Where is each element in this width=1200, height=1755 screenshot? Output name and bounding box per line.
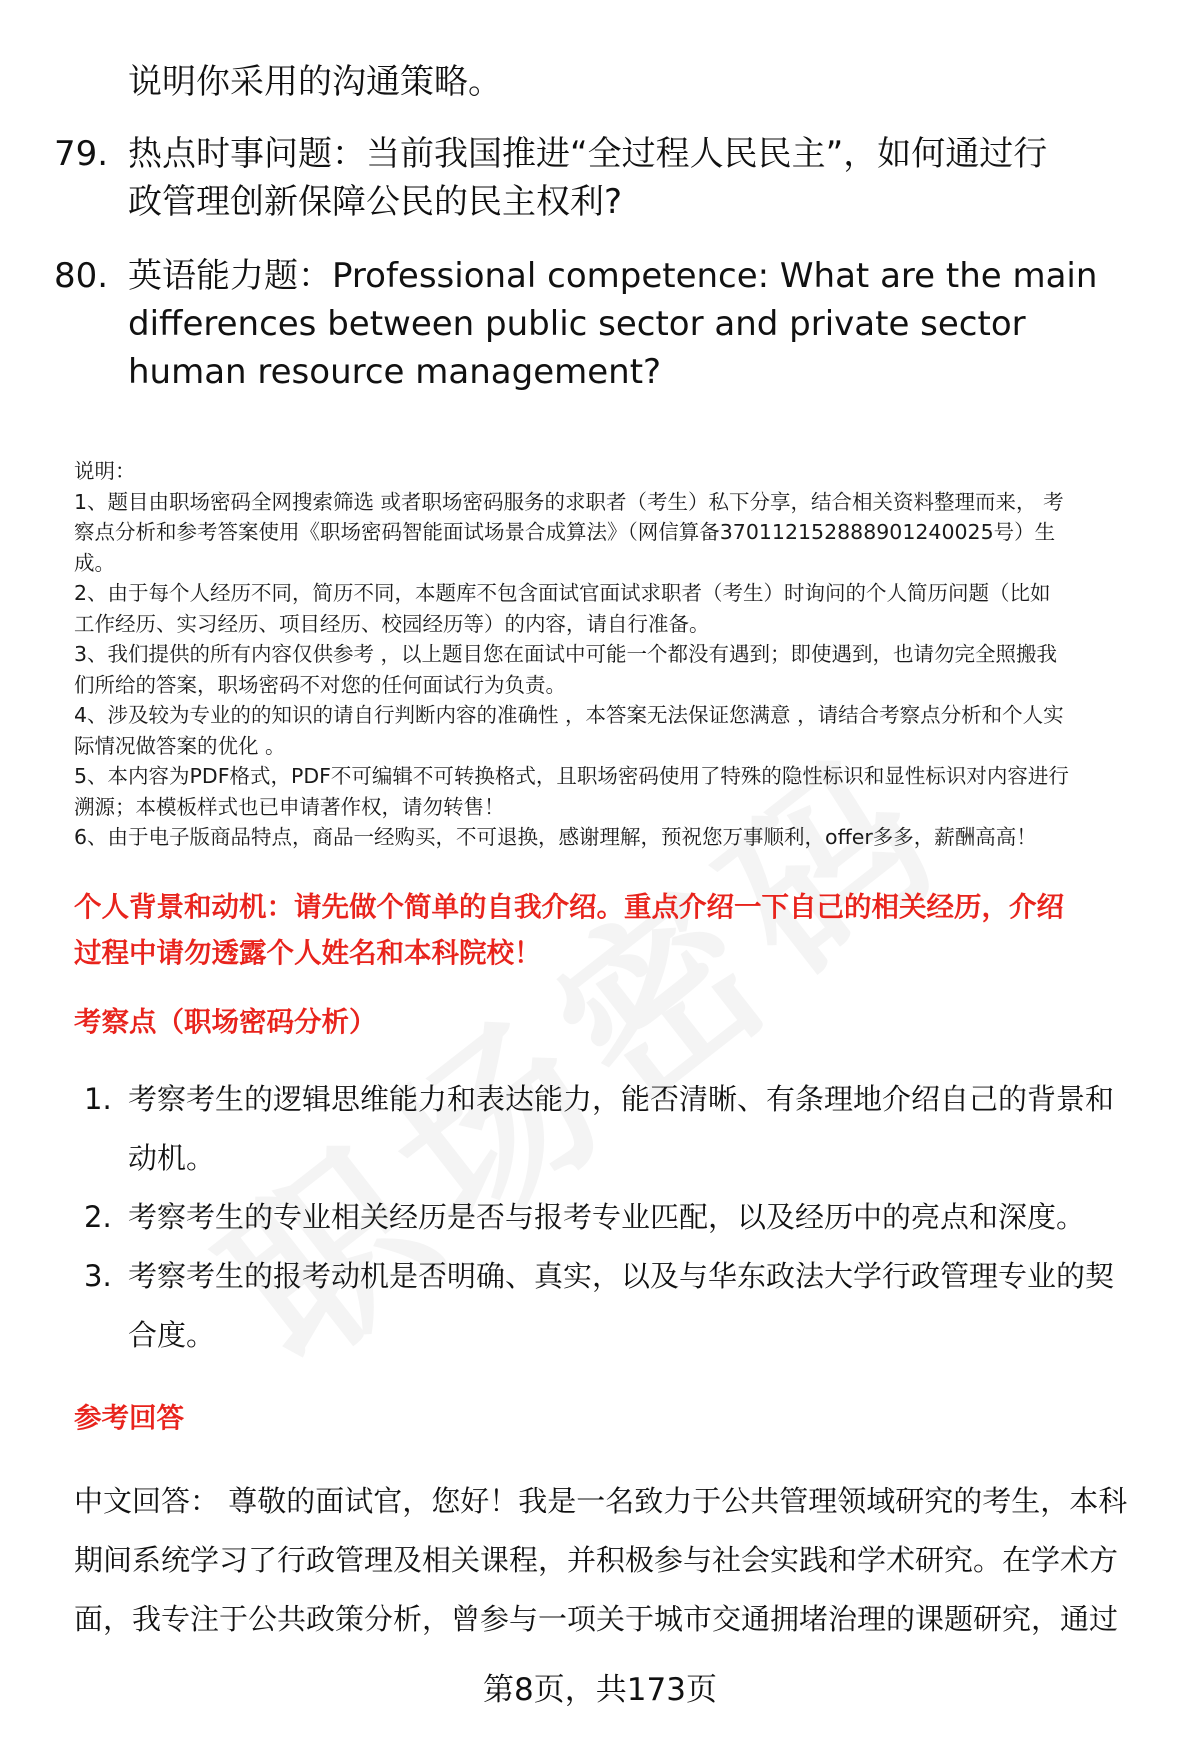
question-text: [128, 130, 1144, 226]
question-line: human resource management?: [128, 352, 662, 392]
question-line: 政管理创新保障公民的民主权利?: [128, 182, 623, 222]
notes-line: 4、涉及较为专业的的知识的请自行判断内容的准确性 ，本答案无法保证您满意 ，请结合考察点分析和个人实: [74, 703, 1064, 727]
notes-line: 溯源；本模板样式也已申请著作权，请勿转售！: [74, 794, 505, 819]
question-number: 80.: [54, 256, 109, 296]
page-number: 第8页，共173页: [483, 1672, 717, 1708]
notes-line: 2、由于每个人经历不同，简历不同，本题库不包含面试官面试求职者（考生）时询问的个人简历问题（比如: [74, 581, 1051, 605]
answer-line: 期间系统学习了行政管理及相关课程，并积极参与社会实践和学术研究。在学术方: [74, 1543, 1119, 1577]
question-text: [128, 252, 1144, 396]
notes-line: 察点分析和参考答案使用《职场密码智能面试场景合成算法》（网信算备370112152888901240025号）生: [74, 520, 1056, 544]
question-80: [54, 252, 1144, 396]
question-line: 热点时事问题：当前我国推进“全过程人民民主”，如何通过行: [128, 134, 1048, 174]
point-line: 动机。: [128, 1141, 216, 1175]
question-79: [54, 130, 1144, 226]
analysis-point: [84, 1070, 1150, 1188]
notes-heading: 说明：: [74, 459, 136, 483]
background-question-line: 个人背景和动机：请先做个简单的自我介绍。重点介绍一下自己的相关经历，介绍: [74, 891, 1064, 923]
notes-line: 6、由于电子版商品特点，商品一经购买，不可退换，感谢理解，预祝您万事顺利，offer多多，薪酬高高！: [74, 825, 1037, 849]
analysis-points: [84, 1070, 1150, 1365]
point-number: 3.: [84, 1259, 112, 1293]
background-question: [74, 884, 1154, 976]
answer-line: 中文回答： 尊敬的面试官，您好！我是一名致力于公共管理领域研究的考生，本科: [74, 1484, 1128, 1518]
point-number: 2.: [84, 1200, 112, 1234]
notes-line: 5、本内容为PDF格式，PDF不可编辑不可转换格式，且职场密码使用了特殊的隐性标识和显性标识对内容进行: [74, 764, 1069, 788]
notes-line: 工作经历、实习经历、项目经历、校园经历等）的内容，请自行准备。: [74, 611, 710, 636]
answer-line: 面，我专注于公共政策分析，曾参与一项关于城市交通拥堵治理的课题研究，通过: [74, 1602, 1119, 1636]
question-line: differences between public sector and private sector: [128, 304, 1026, 344]
point-number: 1.: [84, 1082, 112, 1116]
notes-line: 们所给的答案，职场密码不对您的任何面试行为负责。: [74, 672, 566, 697]
point-text: [128, 1247, 1150, 1365]
notes-line: 成。: [74, 550, 115, 575]
point-line: 考察考生的专业相关经历是否与报考专业匹配，以及经历中的亮点和深度。: [128, 1200, 1086, 1234]
analysis-point: [84, 1247, 1150, 1365]
point-line: 考察考生的逻辑思维能力和表达能力，能否清晰、有条理地介绍自己的背景和: [128, 1082, 1115, 1116]
question-number: 79.: [54, 134, 109, 174]
answer-heading: 参考回答: [74, 1402, 184, 1434]
background-question-line: 过程中请勿透露个人姓名和本科院校！: [74, 937, 542, 969]
analysis-point: [84, 1188, 1150, 1247]
answer-body: [74, 1472, 1160, 1649]
point-line: 考察考生的报考动机是否明确、真实，以及与华东政法大学行政管理专业的契: [128, 1259, 1115, 1293]
analysis-heading: 考察点（职场密码分析）: [74, 1006, 377, 1038]
previous-question-continuation: 说明你采用的沟通策略。: [128, 62, 502, 102]
notes-line: 1、题目由职场密码全网搜索筛选 或者职场密码服务的求职者（考生）私下分享，结合相关资料整理而来， 考: [74, 489, 1064, 514]
point-line: 合度。: [128, 1318, 216, 1352]
point-text: [128, 1188, 1150, 1247]
point-text: [128, 1070, 1150, 1188]
question-line: 英语能力题：Professional competence: What are the main: [128, 256, 1098, 296]
notes-line: 际情况做答案的优化 。: [74, 733, 286, 758]
notes-line: 3、我们提供的所有内容仅供参考 ，以上题目您在面试中可能一个都没有遇到；即使遇到，也请勿完全照搬我: [74, 642, 1058, 666]
disclaimer-notes: [74, 456, 1160, 853]
